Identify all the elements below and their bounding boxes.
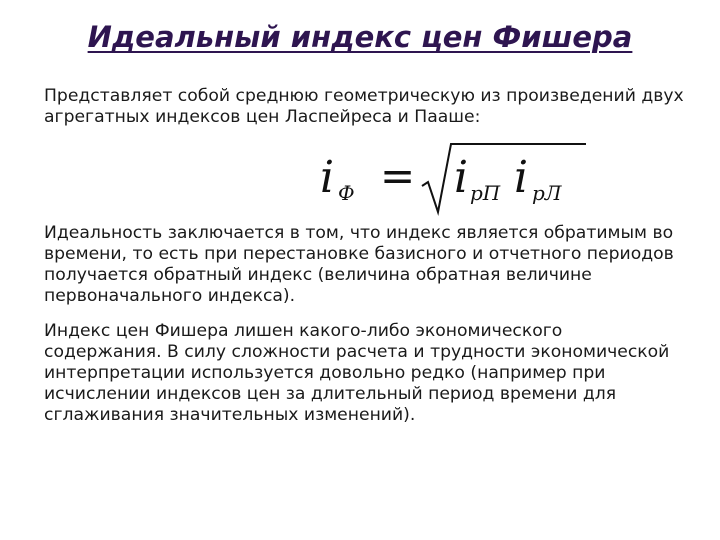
formula-equals: = [380,151,416,200]
slide-title [0,20,720,54]
formula-factor-2-symbol: i [514,152,529,203]
formula-lhs-symbol: i [320,152,335,203]
paragraph-economic-content: Индекс цен Фишера лишен какого-либо экономического содержания. В силу сложности расчета и трудности экономической интерпретации используется довольно редко (например при исчислении индексов цен за длительный период времени для сглаживания значительных изменений). [44,321,670,425]
slide-title-text: Идеальный индекс цен Фишера [87,20,633,54]
formula-factor-2-subscript: pЛ [532,181,562,205]
fisher-formula [318,140,588,220]
formula-factor-1-subscript: pП [470,181,501,205]
formula-lhs-subscript: Ф [338,181,355,205]
paragraph-definition: Представляет собой среднюю геометрическую из произведений двух агрегатных индексов цен Ласпейреса и Пааше: [44,86,684,127]
formula-factor-1-symbol: i [454,152,469,203]
paragraph-time-reversibility: Идеальность заключается в том, что индекс является обратимым во времени, то есть при перестановке базисного и отчетного периодов получается обратный индекс (величина обратная величине первоначального индекса). [44,223,674,306]
